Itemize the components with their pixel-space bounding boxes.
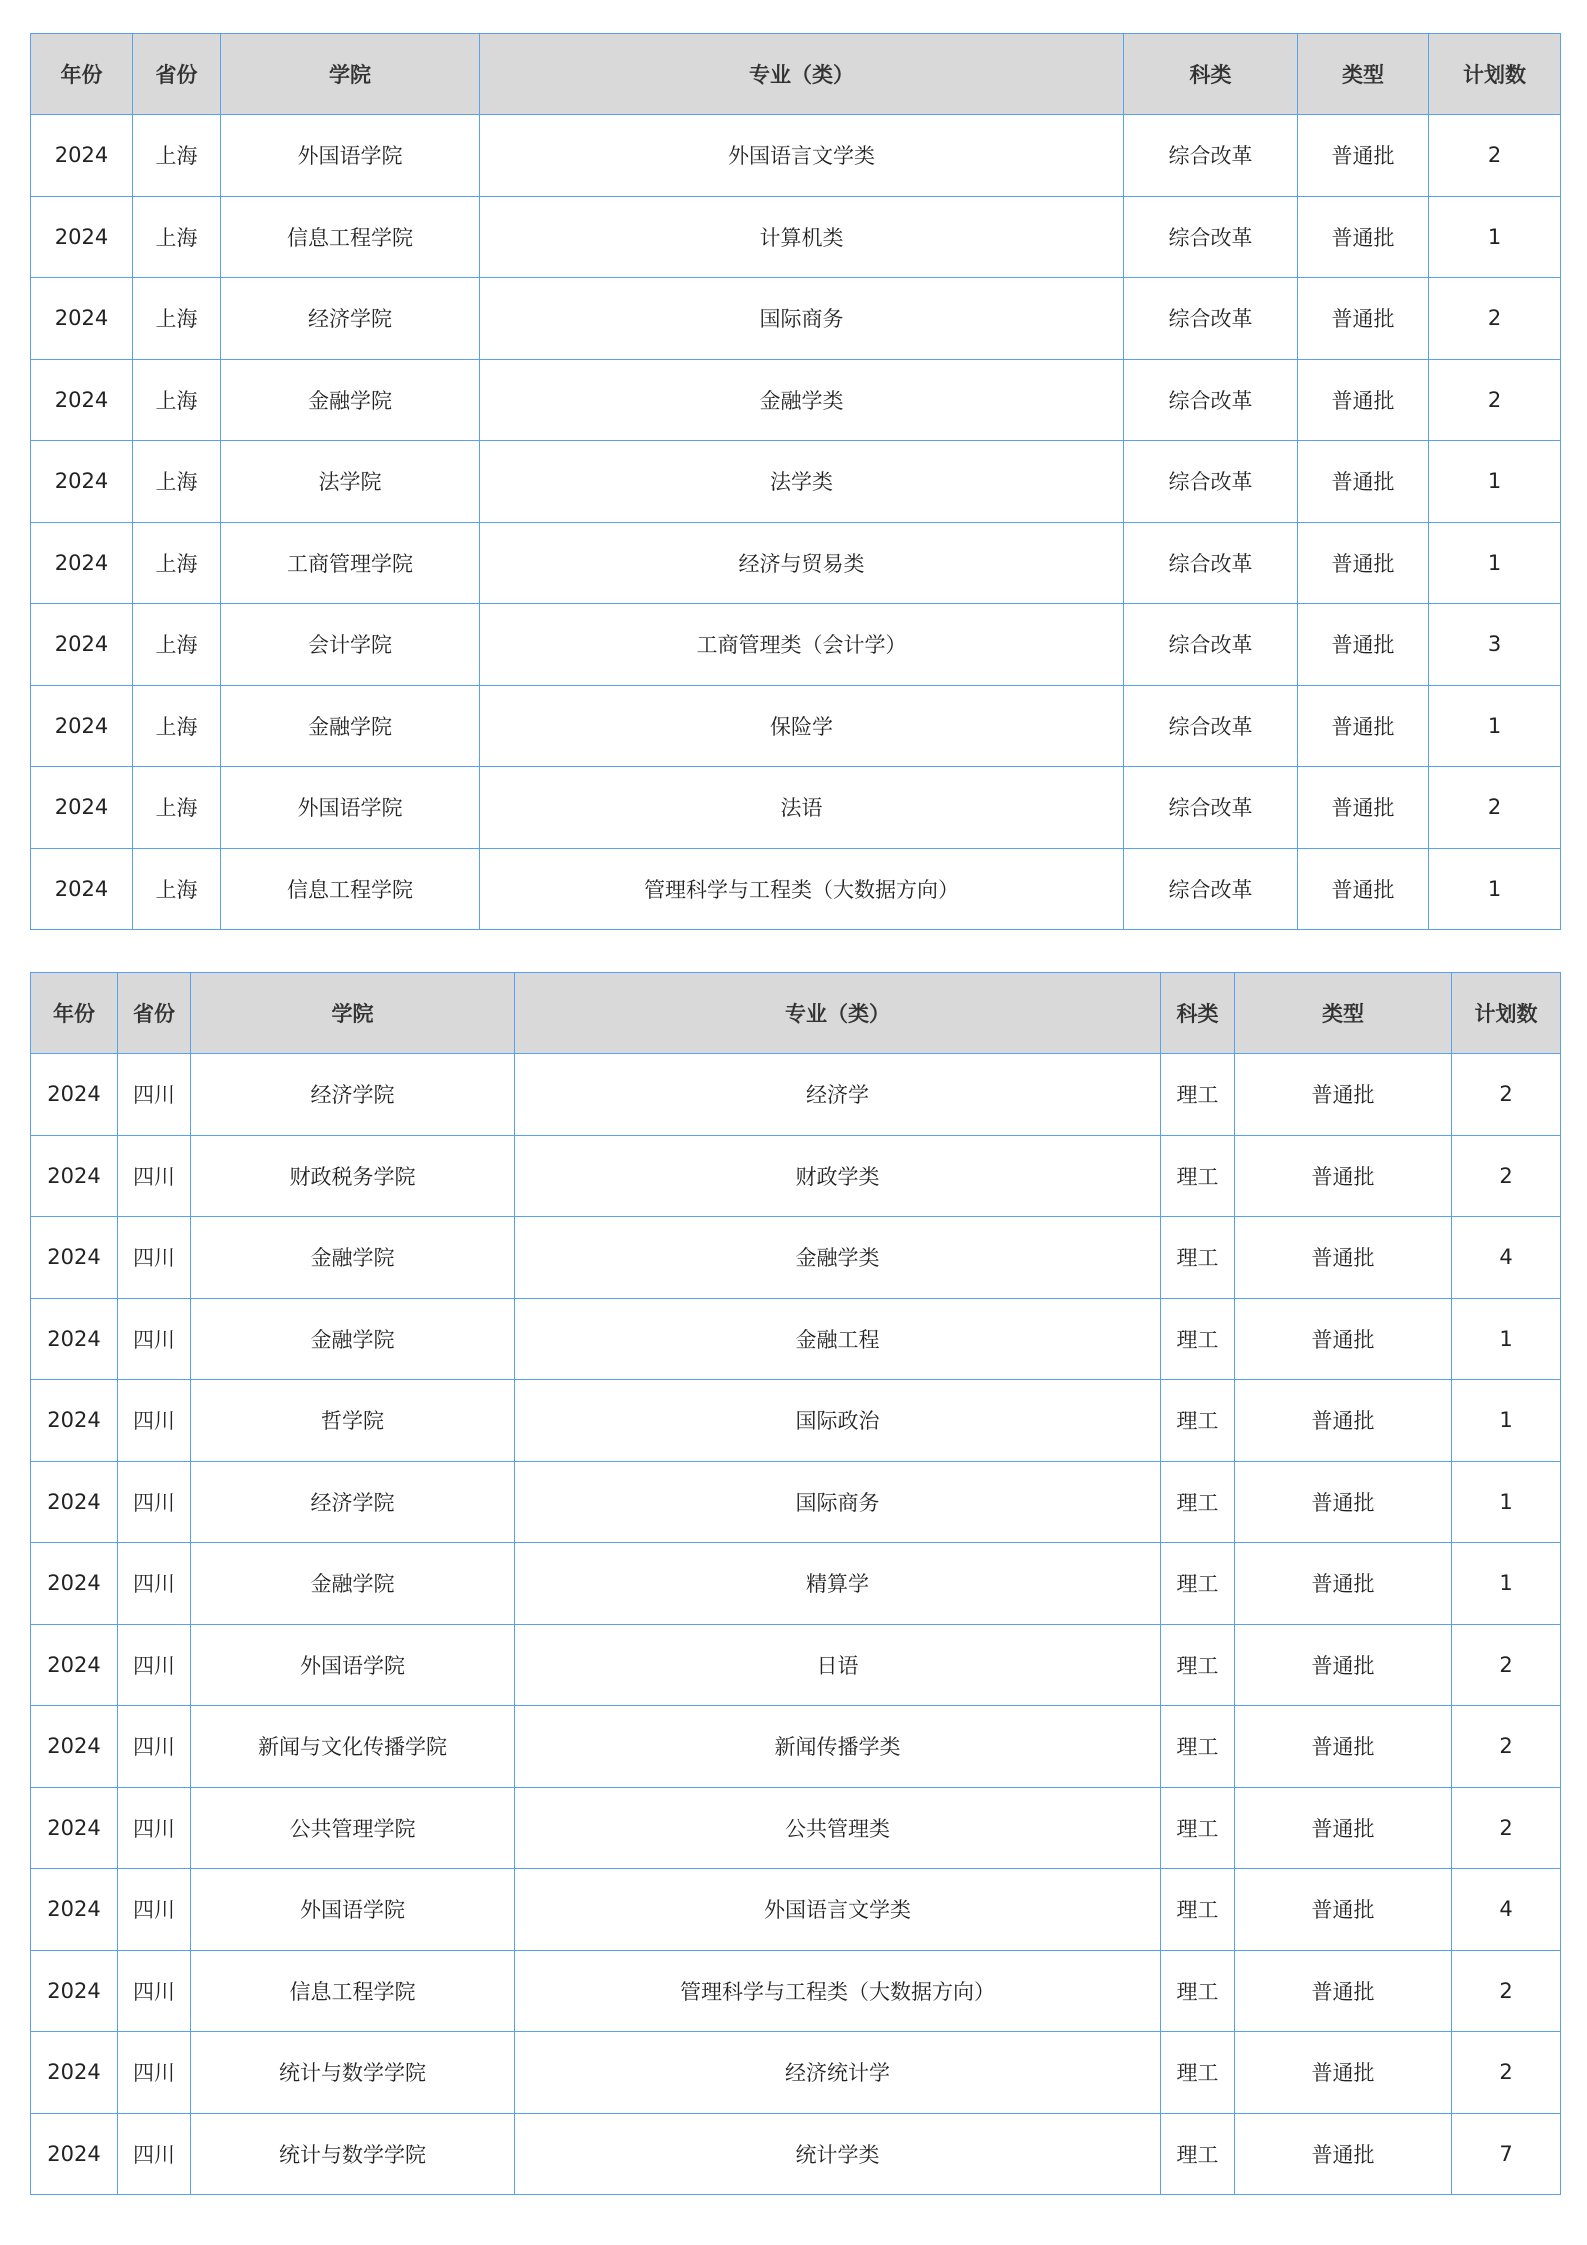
- cell-province: 四川: [118, 1787, 191, 1869]
- cell-college: 新闻与文化传播学院: [191, 1706, 515, 1788]
- table-row: [31, 1787, 1561, 1869]
- table-row: [31, 2113, 1561, 2195]
- cell-major: 计算机类: [480, 196, 1124, 278]
- cell-province: 四川: [118, 1135, 191, 1217]
- cell-major: 保险学: [480, 685, 1124, 767]
- cell-major: 公共管理类: [515, 1787, 1161, 1869]
- cell-subject-category: 综合改革: [1124, 441, 1298, 523]
- cell-subject-category: 理工: [1161, 2113, 1235, 2195]
- cell-province: 四川: [118, 2032, 191, 2114]
- cell-subject-category: 理工: [1161, 1706, 1235, 1788]
- cell-year: 2024: [31, 1787, 118, 1869]
- cell-province: 四川: [118, 1869, 191, 1951]
- cell-plan-count: 1: [1452, 1380, 1561, 1462]
- cell-province: 上海: [133, 522, 221, 604]
- cell-batch-type: 普通批: [1235, 1298, 1452, 1380]
- table-row: [31, 359, 1561, 441]
- cell-province: 上海: [133, 196, 221, 278]
- cell-major: 财政学类: [515, 1135, 1161, 1217]
- table-row: [31, 441, 1561, 523]
- cell-college: 金融学院: [191, 1298, 515, 1380]
- cell-plan-count: 1: [1452, 1461, 1561, 1543]
- cell-year: 2024: [31, 2032, 118, 2114]
- table-row: [31, 767, 1561, 849]
- table-row: [31, 278, 1561, 360]
- cell-college: 经济学院: [221, 278, 480, 360]
- table-header-row: [31, 973, 1561, 1054]
- cell-college: 公共管理学院: [191, 1787, 515, 1869]
- cell-college: 金融学院: [221, 359, 480, 441]
- table-row: [31, 604, 1561, 686]
- cell-subject-category: 理工: [1161, 1543, 1235, 1625]
- table-row: [31, 115, 1561, 197]
- cell-plan-count: 1: [1452, 1543, 1561, 1625]
- cell-province: 上海: [133, 278, 221, 360]
- cell-major: 国际政治: [515, 1380, 1161, 1462]
- header-year: 年份: [31, 973, 118, 1054]
- cell-major: 统计学类: [515, 2113, 1161, 2195]
- cell-subject-category: 综合改革: [1124, 196, 1298, 278]
- cell-year: 2024: [31, 1135, 118, 1217]
- header-major: 专业（类）: [480, 34, 1124, 115]
- table-body: [31, 115, 1561, 930]
- cell-plan-count: 4: [1452, 1217, 1561, 1299]
- cell-province: 上海: [133, 359, 221, 441]
- cell-batch-type: 普通批: [1235, 2032, 1452, 2114]
- table-row: [31, 1706, 1561, 1788]
- table-row: [31, 848, 1561, 930]
- cell-year: 2024: [31, 278, 133, 360]
- cell-province: 上海: [133, 685, 221, 767]
- cell-province: 四川: [118, 1380, 191, 1462]
- cell-province: 四川: [118, 1054, 191, 1136]
- cell-subject-category: 综合改革: [1124, 767, 1298, 849]
- cell-major: 外国语言文学类: [515, 1869, 1161, 1951]
- cell-college: 财政税务学院: [191, 1135, 515, 1217]
- cell-year: 2024: [31, 685, 133, 767]
- header-subject-category: 科类: [1161, 973, 1235, 1054]
- table-row: [31, 2032, 1561, 2114]
- cell-province: 上海: [133, 604, 221, 686]
- cell-subject-category: 理工: [1161, 1217, 1235, 1299]
- table-row: [31, 522, 1561, 604]
- cell-college: 外国语学院: [191, 1869, 515, 1951]
- cell-major: 精算学: [515, 1543, 1161, 1625]
- cell-batch-type: 普通批: [1235, 1461, 1452, 1543]
- cell-year: 2024: [31, 1217, 118, 1299]
- cell-college: 金融学院: [221, 685, 480, 767]
- cell-college: 经济学院: [191, 1054, 515, 1136]
- cell-province: 四川: [118, 1706, 191, 1788]
- cell-college: 法学院: [221, 441, 480, 523]
- cell-batch-type: 普通批: [1235, 1054, 1452, 1136]
- cell-year: 2024: [31, 2113, 118, 2195]
- cell-batch-type: 普通批: [1298, 522, 1429, 604]
- cell-major: 工商管理类（会计学）: [480, 604, 1124, 686]
- cell-subject-category: 综合改革: [1124, 278, 1298, 360]
- cell-batch-type: 普通批: [1235, 1787, 1452, 1869]
- table-row: [31, 1380, 1561, 1462]
- cell-subject-category: 理工: [1161, 1298, 1235, 1380]
- cell-major: 管理科学与工程类（大数据方向）: [480, 848, 1124, 930]
- cell-subject-category: 综合改革: [1124, 685, 1298, 767]
- cell-year: 2024: [31, 604, 133, 686]
- cell-plan-count: 2: [1429, 359, 1561, 441]
- cell-major: 经济统计学: [515, 2032, 1161, 2114]
- admission-plan-table-shanghai: [30, 33, 1561, 930]
- cell-year: 2024: [31, 1869, 118, 1951]
- table-row: [31, 1461, 1561, 1543]
- cell-batch-type: 普通批: [1235, 1135, 1452, 1217]
- cell-year: 2024: [31, 767, 133, 849]
- cell-plan-count: 2: [1452, 1950, 1561, 2032]
- cell-college: 哲学院: [191, 1380, 515, 1462]
- table-row: [31, 1298, 1561, 1380]
- cell-major: 经济学: [515, 1054, 1161, 1136]
- cell-college: 信息工程学院: [191, 1950, 515, 2032]
- cell-plan-count: 2: [1452, 1706, 1561, 1788]
- table-row: [31, 1135, 1561, 1217]
- header-major: 专业（类）: [515, 973, 1161, 1054]
- cell-batch-type: 普通批: [1235, 1869, 1452, 1951]
- cell-province: 上海: [133, 848, 221, 930]
- admission-plan-table-sichuan: [30, 972, 1561, 2195]
- cell-batch-type: 普通批: [1298, 441, 1429, 523]
- cell-college: 工商管理学院: [221, 522, 480, 604]
- cell-college: 外国语学院: [221, 115, 480, 197]
- cell-college: 金融学院: [191, 1543, 515, 1625]
- cell-plan-count: 2: [1429, 278, 1561, 360]
- cell-subject-category: 理工: [1161, 1950, 1235, 2032]
- table-row: [31, 1624, 1561, 1706]
- header-province: 省份: [118, 973, 191, 1054]
- cell-major: 金融学类: [480, 359, 1124, 441]
- cell-batch-type: 普通批: [1235, 1624, 1452, 1706]
- cell-major: 法学类: [480, 441, 1124, 523]
- table-row: [31, 1543, 1561, 1625]
- cell-year: 2024: [31, 196, 133, 278]
- cell-province: 四川: [118, 1624, 191, 1706]
- cell-subject-category: 理工: [1161, 1380, 1235, 1462]
- cell-plan-count: 1: [1429, 848, 1561, 930]
- cell-plan-count: 2: [1452, 1624, 1561, 1706]
- cell-year: 2024: [31, 115, 133, 197]
- table-row: [31, 1950, 1561, 2032]
- cell-batch-type: 普通批: [1235, 1380, 1452, 1462]
- cell-college: 外国语学院: [191, 1624, 515, 1706]
- cell-province: 四川: [118, 1217, 191, 1299]
- table-row: [31, 196, 1561, 278]
- cell-subject-category: 理工: [1161, 1869, 1235, 1951]
- cell-subject-category: 综合改革: [1124, 115, 1298, 197]
- cell-year: 2024: [31, 1380, 118, 1462]
- cell-subject-category: 理工: [1161, 1054, 1235, 1136]
- cell-plan-count: 2: [1429, 115, 1561, 197]
- cell-plan-count: 2: [1452, 2032, 1561, 2114]
- cell-major: 新闻传播学类: [515, 1706, 1161, 1788]
- cell-subject-category: 理工: [1161, 2032, 1235, 2114]
- cell-year: 2024: [31, 522, 133, 604]
- header-batch-type: 类型: [1298, 34, 1429, 115]
- cell-batch-type: 普通批: [1235, 1706, 1452, 1788]
- cell-province: 上海: [133, 441, 221, 523]
- cell-major: 管理科学与工程类（大数据方向）: [515, 1950, 1161, 2032]
- cell-batch-type: 普通批: [1298, 767, 1429, 849]
- cell-plan-count: 7: [1452, 2113, 1561, 2195]
- cell-plan-count: 1: [1429, 441, 1561, 523]
- cell-college: 信息工程学院: [221, 848, 480, 930]
- cell-year: 2024: [31, 1543, 118, 1625]
- cell-province: 四川: [118, 2113, 191, 2195]
- table-row: [31, 1054, 1561, 1136]
- header-subject-category: 科类: [1124, 34, 1298, 115]
- cell-college: 金融学院: [191, 1217, 515, 1299]
- cell-major: 法语: [480, 767, 1124, 849]
- header-batch-type: 类型: [1235, 973, 1452, 1054]
- cell-batch-type: 普通批: [1298, 604, 1429, 686]
- header-year: 年份: [31, 34, 133, 115]
- cell-year: 2024: [31, 1054, 118, 1136]
- cell-province: 上海: [133, 115, 221, 197]
- cell-subject-category: 理工: [1161, 1135, 1235, 1217]
- table-row: [31, 1869, 1561, 1951]
- cell-plan-count: 3: [1429, 604, 1561, 686]
- header-plan-count: 计划数: [1452, 973, 1561, 1054]
- cell-subject-category: 综合改革: [1124, 604, 1298, 686]
- cell-college: 统计与数学学院: [191, 2032, 515, 2114]
- cell-batch-type: 普通批: [1298, 278, 1429, 360]
- cell-year: 2024: [31, 1624, 118, 1706]
- cell-batch-type: 普通批: [1298, 685, 1429, 767]
- cell-year: 2024: [31, 441, 133, 523]
- cell-province: 四川: [118, 1298, 191, 1380]
- header-plan-count: 计划数: [1429, 34, 1561, 115]
- cell-plan-count: 1: [1429, 685, 1561, 767]
- cell-major: 金融学类: [515, 1217, 1161, 1299]
- table-row: [31, 685, 1561, 767]
- cell-plan-count: 2: [1429, 767, 1561, 849]
- cell-major: 金融工程: [515, 1298, 1161, 1380]
- cell-batch-type: 普通批: [1235, 1950, 1452, 2032]
- header-college: 学院: [191, 973, 515, 1054]
- table-header-row: [31, 34, 1561, 115]
- cell-batch-type: 普通批: [1298, 848, 1429, 930]
- cell-subject-category: 理工: [1161, 1787, 1235, 1869]
- cell-batch-type: 普通批: [1298, 115, 1429, 197]
- cell-major: 经济与贸易类: [480, 522, 1124, 604]
- cell-year: 2024: [31, 1298, 118, 1380]
- cell-major: 日语: [515, 1624, 1161, 1706]
- cell-subject-category: 综合改革: [1124, 522, 1298, 604]
- header-college: 学院: [221, 34, 480, 115]
- cell-province: 四川: [118, 1461, 191, 1543]
- cell-year: 2024: [31, 1461, 118, 1543]
- table-row: [31, 1217, 1561, 1299]
- cell-province: 上海: [133, 767, 221, 849]
- cell-major: 外国语言文学类: [480, 115, 1124, 197]
- cell-province: 四川: [118, 1950, 191, 2032]
- cell-plan-count: 1: [1452, 1298, 1561, 1380]
- cell-major: 国际商务: [480, 278, 1124, 360]
- cell-batch-type: 普通批: [1235, 1217, 1452, 1299]
- cell-subject-category: 综合改革: [1124, 359, 1298, 441]
- cell-batch-type: 普通批: [1235, 2113, 1452, 2195]
- header-province: 省份: [133, 34, 221, 115]
- cell-college: 会计学院: [221, 604, 480, 686]
- cell-year: 2024: [31, 359, 133, 441]
- cell-college: 信息工程学院: [221, 196, 480, 278]
- cell-plan-count: 1: [1429, 522, 1561, 604]
- cell-subject-category: 理工: [1161, 1624, 1235, 1706]
- cell-college: 外国语学院: [221, 767, 480, 849]
- cell-province: 四川: [118, 1543, 191, 1625]
- cell-major: 国际商务: [515, 1461, 1161, 1543]
- cell-year: 2024: [31, 1950, 118, 2032]
- cell-year: 2024: [31, 1706, 118, 1788]
- cell-plan-count: 2: [1452, 1135, 1561, 1217]
- cell-college: 经济学院: [191, 1461, 515, 1543]
- cell-college: 统计与数学学院: [191, 2113, 515, 2195]
- table-body: [31, 1054, 1561, 2195]
- cell-subject-category: 理工: [1161, 1461, 1235, 1543]
- cell-batch-type: 普通批: [1298, 359, 1429, 441]
- cell-plan-count: 2: [1452, 1787, 1561, 1869]
- cell-batch-type: 普通批: [1235, 1543, 1452, 1625]
- cell-subject-category: 综合改革: [1124, 848, 1298, 930]
- cell-year: 2024: [31, 848, 133, 930]
- cell-plan-count: 4: [1452, 1869, 1561, 1951]
- cell-plan-count: 1: [1429, 196, 1561, 278]
- cell-plan-count: 2: [1452, 1054, 1561, 1136]
- cell-batch-type: 普通批: [1298, 196, 1429, 278]
